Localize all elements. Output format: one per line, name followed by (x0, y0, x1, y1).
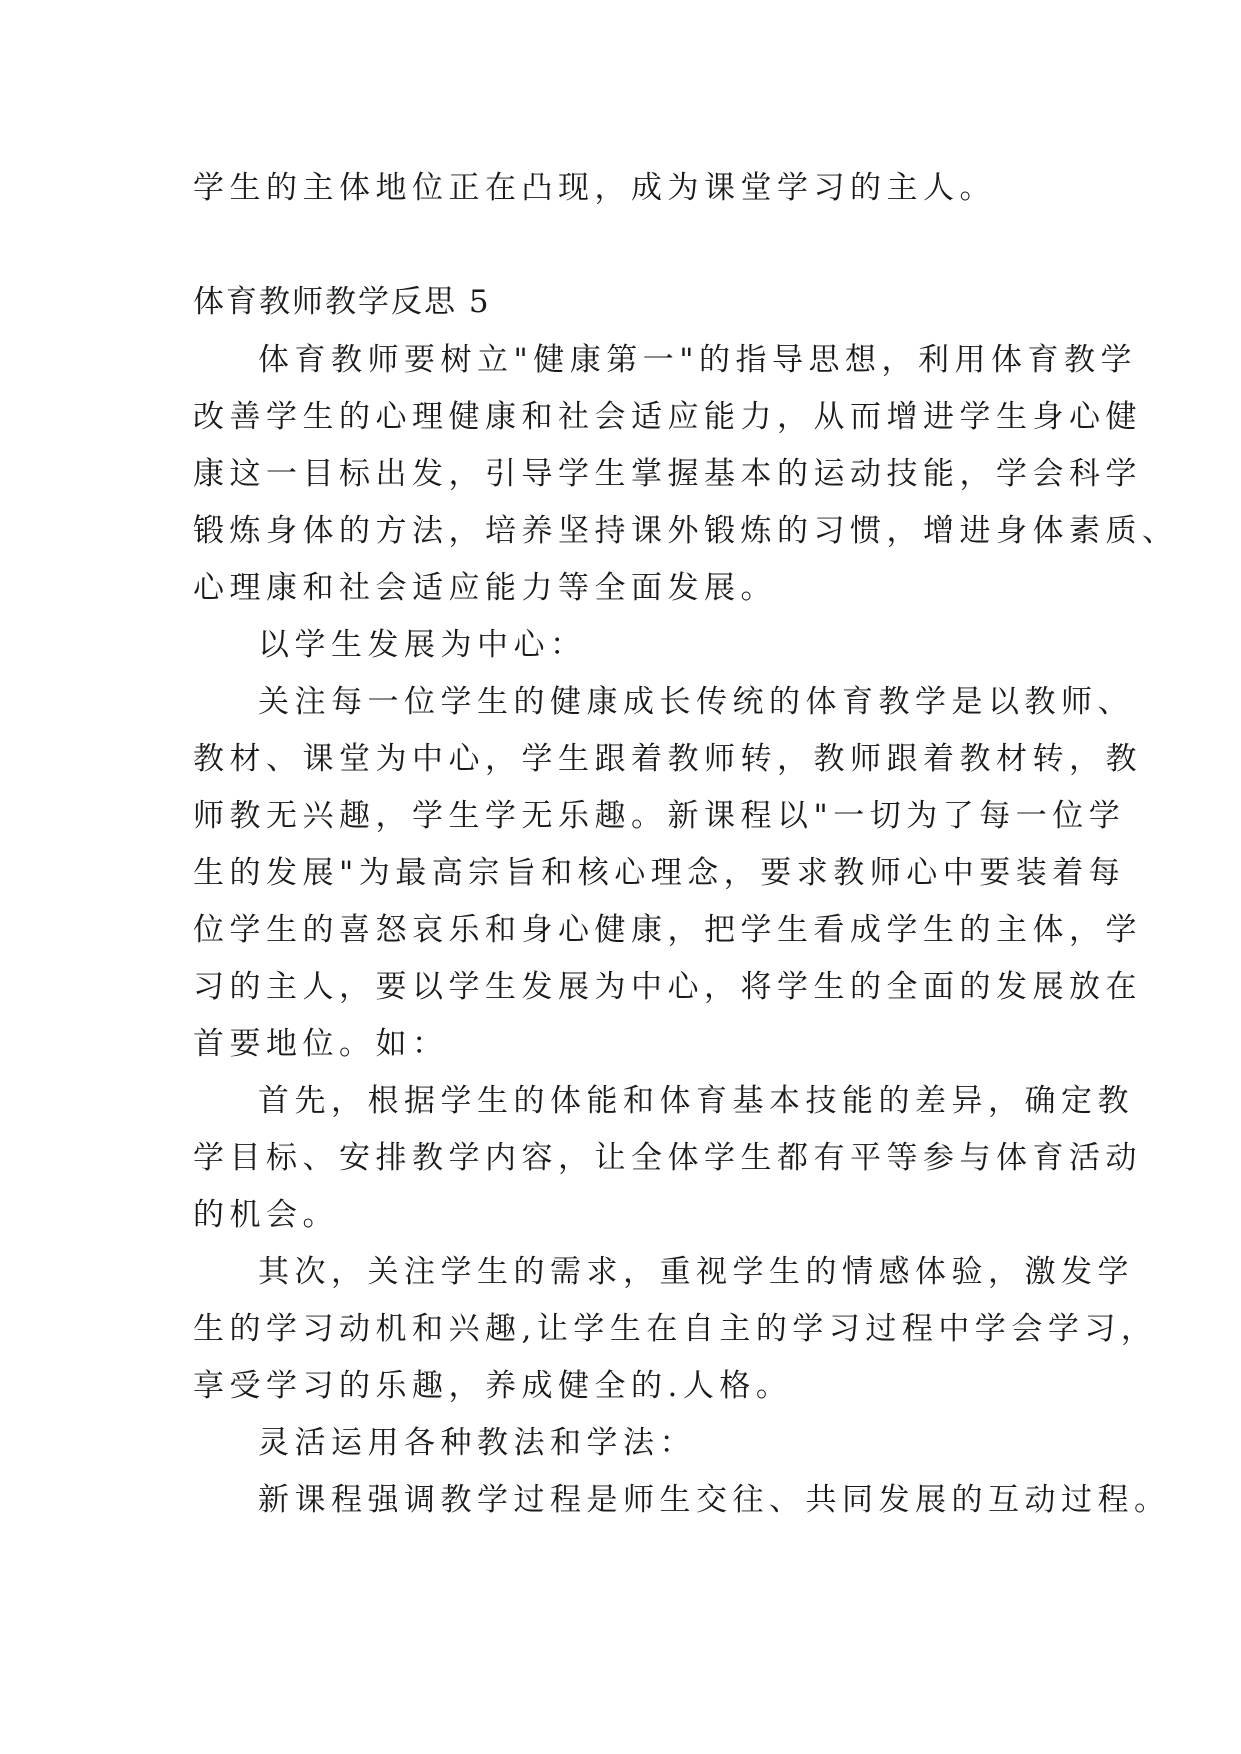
paragraph-line: 关注每一位学生的健康成长传统的体育教学是以教师、 (258, 684, 1134, 720)
paragraph-line: 学生的主体地位正在凸现，成为课堂学习的主人。 (193, 170, 996, 206)
paragraph-line: 生的学习动机和兴趣,让学生在自主的学习过程中学会学习， (193, 1311, 1158, 1347)
section-title: 体育教师教学反思 5 (193, 284, 491, 320)
paragraph-line: 生的发展"为最高宗旨和核心理念，要求教师心中要装着每 (193, 855, 1126, 891)
paragraph-line: 康这一目标出发，引导学生掌握基本的运动技能，学会科学 (193, 456, 1142, 492)
paragraph-line: 首要地位。如： (193, 1026, 449, 1062)
paragraph-line: 师教无兴趣，学生学无乐趣。新课程以"一切为了每一位学 (193, 798, 1126, 834)
paragraph-line: 教材、课堂为中心，学生跟着教师转，教师跟着教材转，教 (193, 741, 1142, 777)
subheading: 灵活运用各种教法和学法： (258, 1425, 696, 1461)
paragraph-line: 的机会。 (193, 1197, 339, 1233)
paragraph-line: 其次，关注学生的需求，重视学生的情感体验，激发学 (258, 1254, 1134, 1290)
paragraph-line: 体育教师要树立"健康第一"的指导思想，利用体育教学 (258, 342, 1138, 378)
paragraph-line: 锻炼身体的方法，培养坚持课外锻炼的习惯，增进身体素质、 (193, 513, 1179, 549)
paragraph-line: 心理康和社会适应能力等全面发展。 (193, 570, 777, 606)
paragraph-line: 习的主人，要以学生发展为中心，将学生的全面的发展放在 (193, 969, 1142, 1005)
paragraph-line: 新课程强调教学过程是师生交往、共同发展的互动过程。 (258, 1482, 1171, 1518)
paragraph-line: 享受学习的乐趣，养成健全的.人格。 (193, 1368, 793, 1404)
paragraph-line: 位学生的喜怒哀乐和身心健康，把学生看成学生的主体，学 (193, 912, 1142, 948)
paragraph-line: 学目标、安排教学内容，让全体学生都有平等参与体育活动 (193, 1140, 1142, 1176)
subheading: 以学生发展为中心： (258, 627, 587, 663)
paragraph-line: 改善学生的心理健康和社会适应能力，从而增进学生身心健 (193, 399, 1142, 435)
paragraph-line: 首先，根据学生的体能和体育基本技能的差异，确定教 (258, 1083, 1134, 1119)
